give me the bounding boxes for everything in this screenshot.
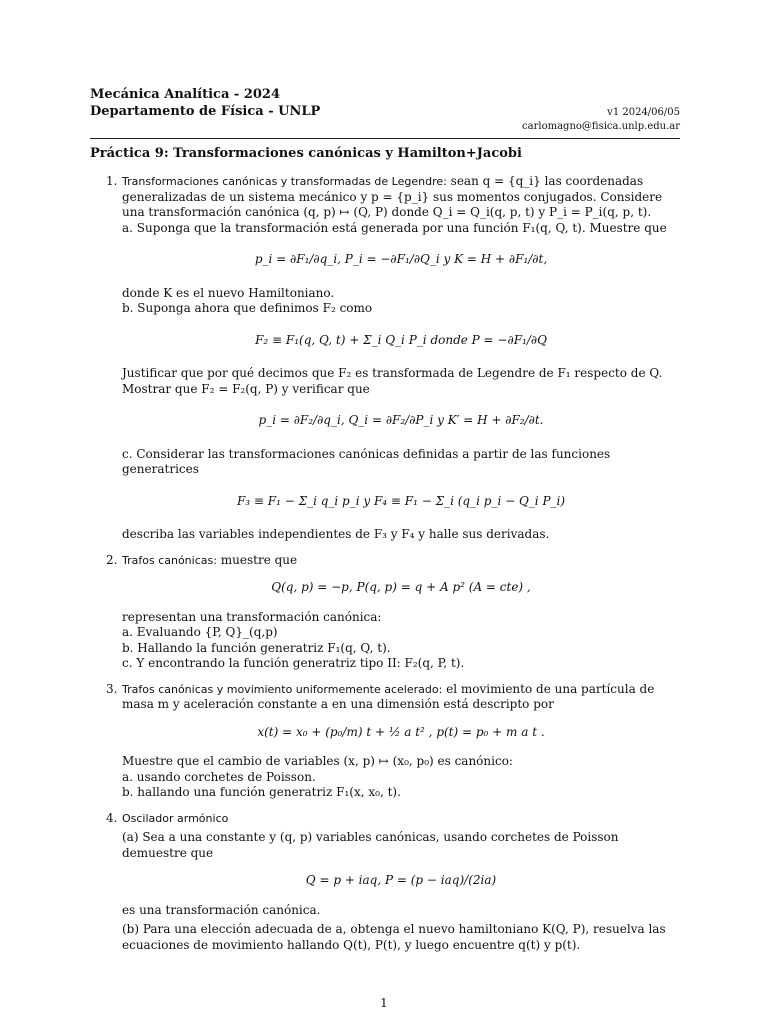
equation: Q = p + iaq, P = (p − iaq)/(2ia) [305, 873, 497, 887]
equation: F₃ ≡ F₁ − Σ_i q_i p_i y F₄ ≡ F₁ − Σ_i (q_i p_i − Q_i P_i) [236, 493, 566, 508]
part-c: c. Y encontrando la función generatriz tipo II: F₂(q, P, t). [122, 656, 465, 670]
exercise-text: muestre que [220, 552, 298, 567]
exercise-intro [122, 811, 680, 827]
exercise-number: 3. [106, 681, 118, 696]
exercise-intro [122, 553, 680, 569]
exercise-heading: Trafos canónicas y movimiento uniformemente acelerado: [122, 682, 443, 696]
department-name: Departamento de Física - UNLP [90, 104, 321, 119]
exercise-heading: Transformaciones canónicas y transformadas de Legendre: [122, 175, 447, 188]
part-a: a. Evaluando {P, Q}_(q,p) [122, 625, 278, 639]
header-right [522, 106, 680, 134]
exercise-text: es una transformación canónica. [122, 902, 321, 917]
exercise-number: 4. [106, 810, 118, 825]
exercise-text: donde K es el nuevo Hamiltoniano. [122, 285, 335, 300]
exercise-heading: Trafos canónicas: [122, 553, 217, 567]
part-b: b. hallando una función generatriz F₁(x, x₀, t). [122, 785, 401, 799]
part-a: a. usando corchetes de Poisson. [122, 769, 316, 784]
part-b: (b) Para una elección adecuada de a, obtenga el nuevo hamiltoniano K(Q, P), resuelva las ecuaciones de movimiento hallando Q(t), P(t), y luego encuentre q(t) y p(t). [122, 922, 666, 952]
exercise-text: Muestre que el cambio de variables (x, p) ↦ (x₀, p₀) es canónico: [122, 754, 513, 768]
equation: p_i = ∂F₁/∂q_i, P_i = −∂F₁/∂Q_i y K = H + ∂F₁/∂t, [254, 252, 548, 266]
exercise-number: 1. [106, 174, 118, 188]
exercise-item-2 [90, 553, 680, 672]
part-a: a. Suponga que la transformación está generada por una función F₁(q, Q, t). Muestre que [122, 220, 667, 235]
exercise-item-4 [90, 811, 680, 954]
equation: F₂ ≡ F₁(q, Q, t) + Σ_i Q_i P_i donde P = −∂F₁/∂Q [255, 332, 547, 347]
exercise-text: sean q = {q_i} las coordenadas generalizadas de un sistema mecánico y p = {p_i} sus momentos conjugados. Considere una transformación canónica (q, p) ↦ (Q, P) donde Q_i = Q_i(q, p, t) y P_i = P_i(q, p, t). [122, 174, 663, 219]
exercise-text: el movimiento de una partícula de masa m y aceleración constante a en una dimensión está descripto por [122, 681, 655, 711]
exercise-list [90, 174, 680, 963]
equation: Q(q, p) = −p, P(q, p) = q + A p² (A = cte) , [271, 580, 531, 594]
exercise-number: 2. [106, 552, 118, 567]
page-number: 1 [380, 996, 388, 1010]
exercise-item-1 [90, 174, 680, 543]
document-header [90, 86, 680, 132]
exercise-intro [122, 682, 680, 713]
equation: p_i = ∂F₂/∂q_i, Q_i = ∂F₂/∂P_i y K′ = H + ∂F₂/∂t. [258, 413, 544, 427]
part-b: b. Suponga ahora que definimos F₂ como [122, 301, 373, 315]
header-divider [90, 138, 680, 139]
equation: x(t) = x₀ + (p₀/m) t + ½ a t² , p(t) = p₀ + m a t . [257, 724, 545, 739]
exercise-text: describa las variables independientes de F₃ y F₄ y halle sus derivadas. [122, 527, 550, 541]
practice-title: Práctica 9: Transformaciones canónicas y Hamilton+Jacobi [90, 146, 522, 161]
exercise-intro [122, 174, 680, 221]
contact-email: carlomagno@fisica.unlp.edu.ar [522, 121, 680, 132]
exercise-heading: Oscilador armónico [122, 811, 229, 825]
part-b: b. Hallando la función generatriz F₁(q, Q, t). [122, 640, 391, 655]
exercise-text: Justificar que por qué decimos que F₂ es transformada de Legendre de F₁ respecto de Q. Mostrar que F₂ = F₂(q, P) y verificar que [122, 366, 663, 396]
exercise-item-3 [90, 682, 680, 801]
course-title: Mecánica Analítica - 2024 [90, 87, 281, 102]
exercise-text: representan una transformación canónica: [122, 609, 382, 624]
part-c: c. Considerar las transformaciones canónicas definidas a partir de las funciones generatrices [122, 446, 611, 476]
version-date: v1 2024/06/05 [607, 107, 680, 118]
part-a: (a) Sea a una constante y (q, p) variables canónicas, usando corchetes de Poisson demuestre que [122, 830, 619, 860]
